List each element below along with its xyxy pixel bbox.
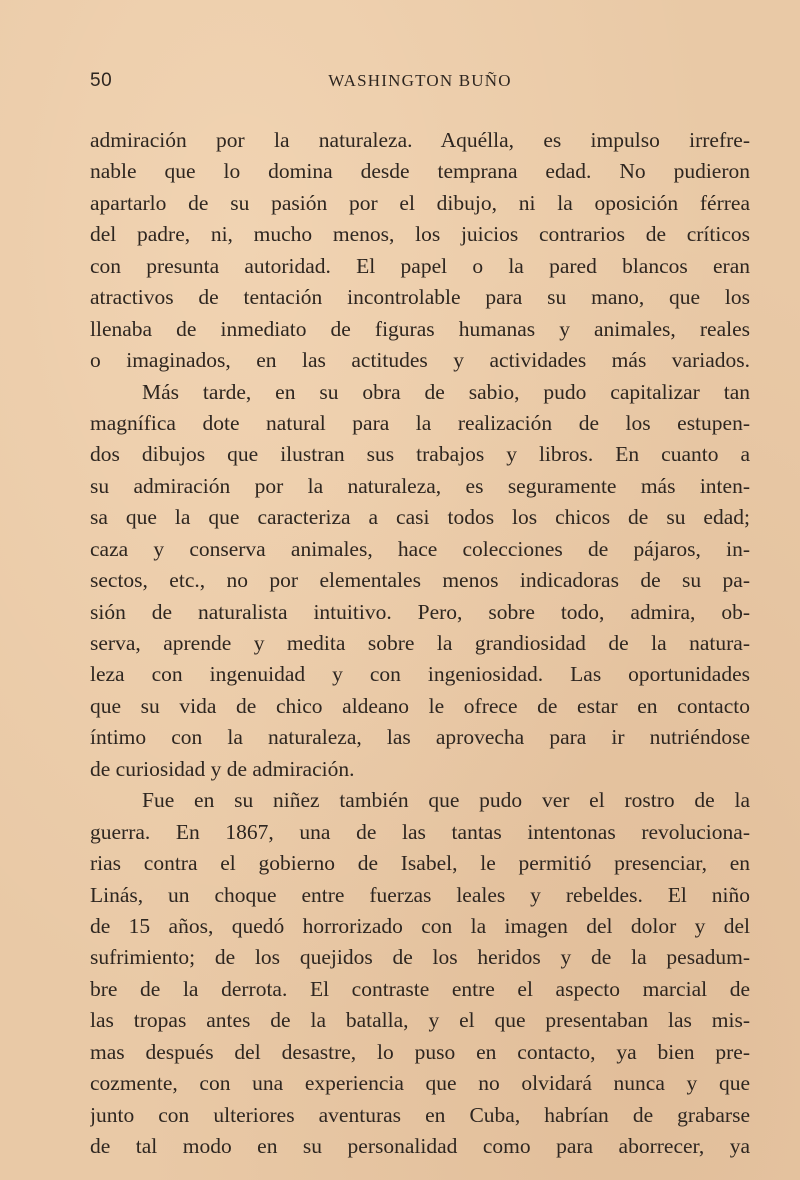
text-line: bre de la derrota. El contraste entre el aspecto marcial de xyxy=(90,976,750,1001)
paragraph xyxy=(90,377,750,786)
text-line: rias contra el gobierno de Isabel, le permitió presenciar, en xyxy=(90,851,750,876)
text-line: guerra. En 1867, una de las tantas intentonas revoluciona- xyxy=(90,819,750,844)
text-line: nable que lo domina desde temprana edad. No pudieron xyxy=(90,159,750,184)
running-title: WASHINGTON BUÑO xyxy=(328,71,512,90)
text-line: mas después del desastre, lo puso en contacto, ya bien pre- xyxy=(90,1039,750,1064)
text-line: serva, aprende y medita sobre la grandiosidad de la natura- xyxy=(90,631,750,655)
text-line: Linás, un choque entre fuerzas leales y rebeldes. El niño xyxy=(90,882,750,907)
text-line: con presunta autoridad. El papel o la pared blancos eran xyxy=(90,253,750,278)
text-line: íntimo con la naturaleza, las aprovecha para ir nutriéndose xyxy=(90,725,750,750)
text-line: que su vida de chico aldeano le ofrece de estar en contacto xyxy=(90,693,750,718)
text-line: dos dibujos que ilustran sus trabajos y libros. En cuanto a xyxy=(90,442,750,467)
text-line: apartarlo de su pasión por el dibujo, ni la oposición férrea xyxy=(90,190,750,215)
text-line: Fue en su niñez también que pudo ver el rostro de la xyxy=(142,788,750,813)
text-line: del padre, ni, mucho menos, los juicios contrarios de críticos xyxy=(90,222,750,247)
paragraph xyxy=(90,785,750,1162)
text-line: sión de naturalista intuitivo. Pero, sobre todo, admira, ob- xyxy=(90,599,750,624)
body-text xyxy=(90,125,750,1162)
text-line: de tal modo en su personalidad como para aborrecer, ya xyxy=(90,1134,750,1158)
text-line: sectos, etc., no por elementales menos indicadoras de su pa- xyxy=(90,568,750,593)
paragraph xyxy=(90,125,750,377)
text-line: de curiosidad y de admiración. xyxy=(90,756,355,781)
text-line: junto con ulteriores aventuras en Cuba, habrían de grabarse xyxy=(90,1102,750,1127)
text-line: Más tarde, en su obra de sabio, pudo capitalizar tan xyxy=(142,379,750,404)
running-head xyxy=(90,70,750,100)
text-line: sufrimiento; de los quejidos de los heridos y de la pesadum- xyxy=(90,945,750,970)
text-line: su admiración por la naturaleza, es seguramente más inten- xyxy=(90,473,750,498)
page-number: 50 xyxy=(90,70,113,91)
text-line: admiración por la naturaleza. Aquélla, es impulso irrefre- xyxy=(90,128,750,152)
text-line: de 15 años, quedó horrorizado con la imagen del dolor y del xyxy=(90,913,750,938)
text-line: magnífica dote natural para la realización de los estupen- xyxy=(90,410,750,435)
text-line: cozmente, con una experiencia que no olvidará nunca y que xyxy=(90,1071,750,1096)
text-line: atractivos de tentación incontrolable para su mano, que los xyxy=(90,285,750,310)
text-line: o imaginados, en las actitudes y actividades más variados. xyxy=(90,348,750,373)
text-line: las tropas antes de la batalla, y el que presentaban las mis- xyxy=(90,1008,750,1033)
text-line: sa que la que caracteriza a casi todos los chicos de su edad; xyxy=(90,505,750,530)
text-line: llenaba de inmediato de figuras humanas y animales, reales xyxy=(90,316,750,341)
text-line: caza y conserva animales, hace colecciones de pájaros, in- xyxy=(90,536,750,561)
text-line: leza con ingenuidad y con ingeniosidad. Las oportunidades xyxy=(90,662,750,687)
